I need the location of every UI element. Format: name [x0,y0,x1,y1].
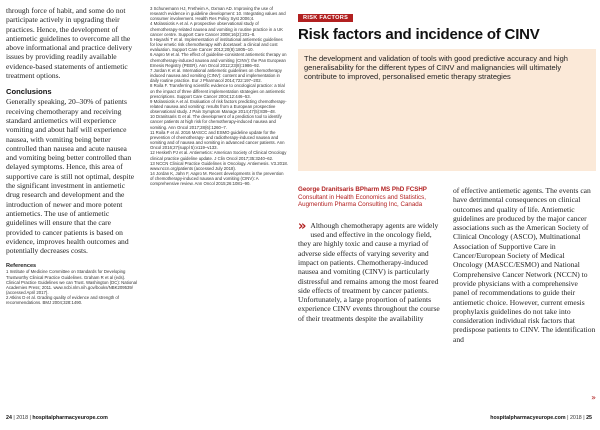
article-body-start [298,218,444,323]
conclusions-text [6,97,138,255]
separator: | [29,415,31,421]
reference-item: 13 NCCN Clinical Practice Guidelines in Oncology. Antiemesis. V3.2018. www.nccn.org/patients (accessed July 2018). [150,160,288,171]
reference-item: 6 Aapro M et al. The effect of guideline-consistent antiemetic therapy on chemotherapy-induced nausea and vomiting (CINV): the Pan European Emesis Registry (PEER). Ann Oncol 2012;23(8):1986–92. [150,52,287,68]
article [298,6,596,410]
separator: | [13,415,15,421]
paragraph: through force of habit, and some do not participate actively in upgrading their practices. Hence, the development of antiemetic guidelines to overcome all the above informational and practice delivery issues by providing readily available evidence-based statements of antiemetic treatment options. [6,6,133,81]
section-tag: RISK FACTORS [298,14,353,22]
references-heading: References [6,263,37,270]
conclusions-heading: Conclusions [6,87,52,97]
issue-year: 2018 [569,415,582,421]
paragraph: Although chemotherapy agents are widely used and effective in the oncology field, they are highly toxic and cause a myriad of adverse side effects of varying severity and impact on patients. Chemotherapy-induced nausea and vomiting (CINV) is particularly distressful and remains among the most feared side effects of treatment by cancer patients. Unfortunately, a large proportion of patients experience CINV events throughout the course of their treatments despite the availability [298,220,440,323]
references-column [150,6,288,410]
author-block [298,186,444,209]
article-right-column [453,186,596,344]
double-chevron-icon: » [298,218,307,234]
continue-arrow-icon: » [591,393,596,402]
separator: | [567,415,569,421]
paragraph: Generally speaking, 20–30% of patients receiving chemotherapy and receiving standard antiemetics will experience vomiting and about half will experience nausea, with vomiting being better controlled than nausea and acute nausea and vomiting being better controlled than delayed symptoms. Hence, this area of supportive care is still not optimal, despite the significant investment in antiemetic drug research and development and the introduction of newer and more potent antiemetics. The use of antiemetic guidelines will ensure that the care provided to cancer patients is based on evidence, improves health outcomes and potentially decreases costs. [6,97,135,256]
article-title: Risk factors and incidence of CINV [298,26,540,43]
reference-item: 7 Jordan K et al. International antiemetic guidelines on chemotherapy induced nausea and vomiting (CINV): content and implementation in daily routine practice. Eur J Pharmacol 2014;722:197–202. [150,67,282,84]
issue-year: 2018 [16,415,29,421]
reference-item: 3 Schunemann HJ, Fretheim A, Oxman AD. Improving the use of research evidence in guideline development: 10. Integrating values and consumer involvement. Health Res Policy Syst 2006;4. [150,6,286,22]
reference-list [150,6,288,186]
article-body-cont [453,186,596,344]
reference-list [6,269,138,305]
paragraph: of effective antiemetic agents. The events can have detrimental consequences on clinical outcomes and quality of life. Antiemetic guidelines are produced by the major cancer associations such as the American Society of Clinical Oncology (ASCO), Multinational Association of Supportive Care in Cancer/European Society of Medical Oncology (MASCC/ESMO) and National Comprehensive Cancer Network (NCCN) to provide physicians with a comprehensive panel of recommendations to guide their antiemetic choice. However, current emesis prophylaxis guidelines do not take into consideration individual risk factors that predispose patients to CINV. The identification and [453,186,596,344]
reference-item: 11 Roila F et al. 2016 MASCC and ESMO guideline update for the prevention of chemotherapy- and radiotherapy-induced nausea and vomiting and of nausea and vomiting in advanced cancer patients. Ann Oncol 2016;27(suppl 5):v119–v133. [150,129,285,151]
intro-box: The development and validation of tools with good predictive accuracy and high generalisability for the different types of CINV and malignancies will ultimately contribute to improved, personalised emetic therapy strategies [298,49,596,171]
reference-item: 8 Roila F. Transferring scientific evidence to oncological practice: a trial on the impact of three different implementation strategies on antiemetic prescriptions. Support Care Cancer 2004;12:446–53. [150,83,286,99]
reference-item: 9 Molassiotis A et al. Evaluation of risk factors predicting chemotherapy-related nausea and vomiting: results from a European prospective observational study. J Pain Symptom Manage 2014;47(5):839–48. [150,98,287,115]
author-role: Consultant in Health Economics and Statistics, Augmentium Pharma Consulting Inc, Canada [298,193,426,209]
reference-item: 2 Atkins D et al. Grading quality of evidence and strength of recommendations. BMJ 2004;328:1490. [6,295,119,306]
body-text-top [6,6,138,80]
left-column [6,6,138,410]
separator: | [583,415,585,421]
article-left-column [298,186,444,323]
site-name: hospitalpharmacyeurope.com [490,415,566,421]
reference-item: 10 Dranitsaris G et al. The development of a prediction tool to identify cancer patients at high risk for chemotherapy-induced nausea and vomiting. Ann Oncol 2017;28(6):1260–7. [150,114,282,130]
reference-item: 1 Institute of Medicine Committee on Standards for Developing Trustworthy Clinical Practice Guidelines. Graham R et al (eds). Clinical Practice Guidelines we can Trust. Washington (DC): National Academies Press; 2011. www.ncbi.nlm.nih.gov/books/NBK209539/ (accessed April 2017). [6,269,137,296]
site-name: hospitalpharmacyeurope.com [32,415,108,421]
author-name: George Dranitsaris BPharm MS PhD FCSHP [298,186,427,193]
reference-item: 12 Hesketh PJ et al. Antiemetics: American Society of Clinical Oncology clinical practice guideline update. J Clin Oncol 2017;35:3240–62. [150,150,287,161]
reference-item: 4 Molassiotis A et al. A prospective observational study of chemotherapy-related nausea and vomiting in routine practice in a UK cancer centre. Support Care Cancer 2008;16(2):201–8. [150,21,284,37]
footer-left [6,415,108,421]
reference-item: 14 Jordan K, Jahn F, Aapro M. Recent developments in the prevention of chemotherapy-induced nausea and vomiting (CINV): A comprehensive review. Ann Oncol 2015;26:1081–90. [150,171,284,187]
footer-right [490,415,592,421]
reference-item: 5 Hayashi T et al. Implementation of institutional antiemetic guidelines for low emetic risk chemotherapy with docetaxel: a clinical and cost evaluation. Support Care Cancer 2012;20(8):1805–10. [150,36,283,53]
page-number: 25 [586,415,592,421]
page-number: 24 [6,415,12,421]
